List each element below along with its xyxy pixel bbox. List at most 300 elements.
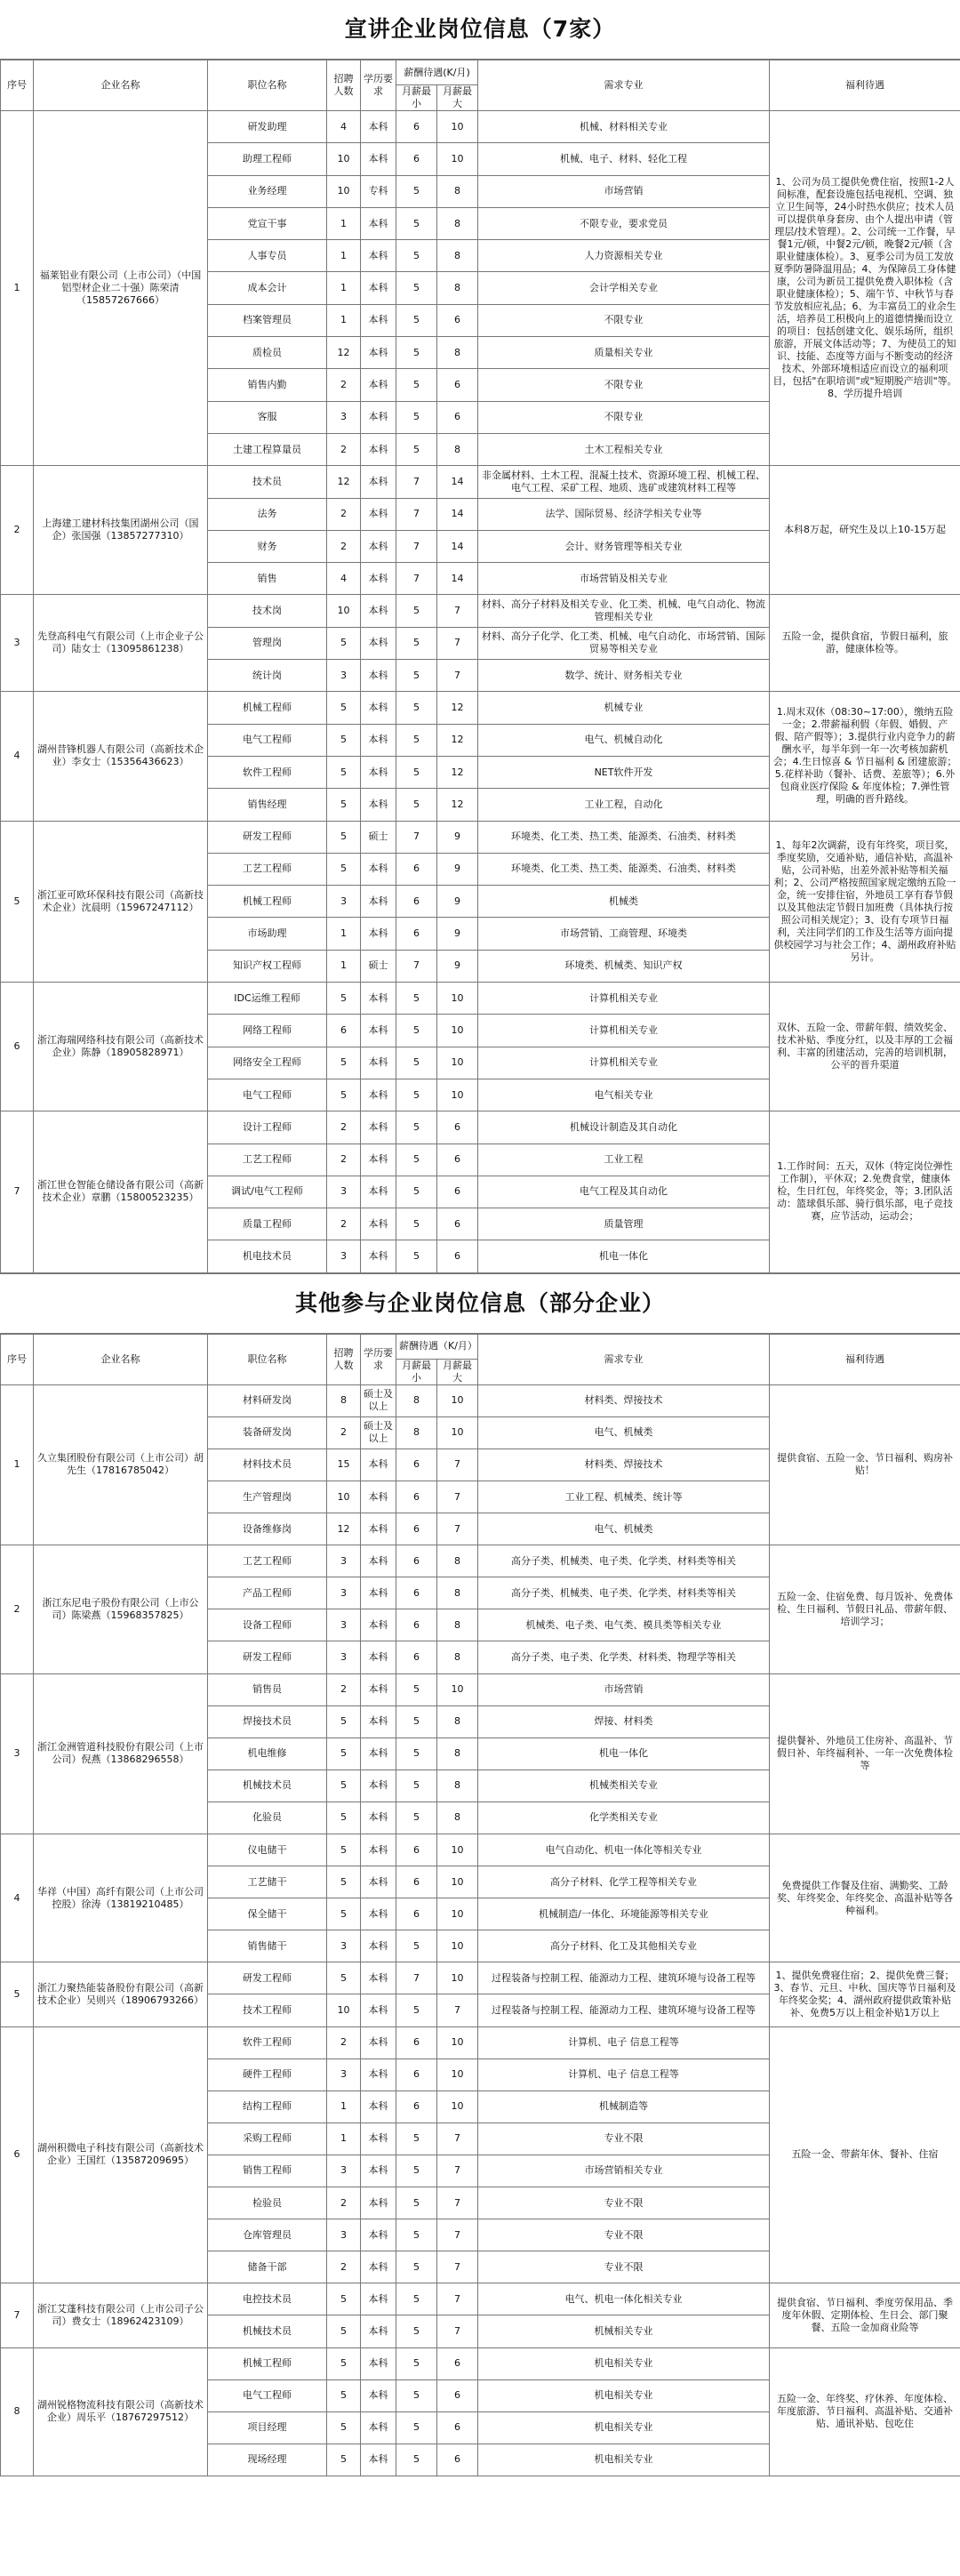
position-name: 销售 [208, 563, 327, 595]
header-count: 招聘人数 [327, 60, 361, 111]
education-requirement: 本科 [361, 1673, 396, 1705]
education-requirement: 本科 [361, 1834, 396, 1866]
salary-min: 7 [396, 498, 437, 530]
table-row [1, 1111, 960, 1144]
hire-count: 12 [327, 337, 361, 369]
salary-max: 7 [437, 2315, 478, 2347]
position-name: 仪电储干 [208, 1834, 327, 1866]
salary-max: 8 [437, 1641, 478, 1673]
education-requirement: 本科 [361, 2251, 396, 2283]
education-requirement: 本科 [361, 2058, 396, 2090]
required-major: 非金属材料、土木工程、混凝土技术、资源环境工程、机械工程、电气工程、采矿工程、地质、选矿或建筑材料工程等 [478, 466, 770, 498]
salary-min: 5 [396, 2411, 437, 2444]
salary-min: 8 [396, 1384, 437, 1416]
position-name: 销售内勤 [208, 369, 327, 401]
position-name: 市场助理 [208, 918, 327, 950]
table-row [1, 1545, 960, 1577]
welfare-benefits: 五险一金、带薪年休、餐补、住宿 [770, 2026, 960, 2283]
hire-count: 10 [327, 1994, 361, 2026]
section2-title: 其他参与企业岗位信息（部分企业） [0, 1273, 960, 1334]
company-name: 华祥（中国）高纤有限公司（上市公司控股）徐涛（13819210485） [34, 1834, 208, 1962]
salary-max: 8 [437, 175, 478, 207]
education-requirement: 本科 [361, 304, 396, 336]
education-requirement: 本科 [361, 1047, 396, 1079]
education-requirement: 本科 [361, 401, 396, 433]
hire-count: 2 [327, 2251, 361, 2283]
education-requirement: 本科 [361, 1737, 396, 1769]
hire-count: 2 [327, 2026, 361, 2058]
table-row [1, 1834, 960, 1866]
required-major: 机电相关专业 [478, 2444, 770, 2476]
salary-min: 5 [396, 1208, 437, 1240]
salary-min: 6 [396, 1834, 437, 1866]
salary-max: 12 [437, 724, 478, 756]
salary-max: 7 [437, 2219, 478, 2251]
education-requirement: 硕士 [361, 950, 396, 982]
hire-count: 1 [327, 2123, 361, 2155]
position-name: 成本会计 [208, 272, 327, 304]
row-number: 5 [1, 821, 34, 982]
row-number: 1 [1, 111, 34, 466]
salary-min: 5 [396, 1802, 437, 1834]
required-major: 环境类、机械类、知识产权 [478, 950, 770, 982]
position-name: 人事专员 [208, 240, 327, 272]
required-major: 专业不限 [478, 2123, 770, 2155]
position-name: 设计工程师 [208, 1111, 327, 1144]
header-salary-max: 月薪最大 [437, 85, 478, 111]
required-major: 电气工程及其自动化 [478, 1176, 770, 1208]
education-requirement: 本科 [361, 2315, 396, 2347]
hire-count: 2 [327, 1144, 361, 1176]
hire-count: 2 [327, 433, 361, 465]
required-major: 机电相关专业 [478, 2411, 770, 2444]
education-requirement: 本科 [361, 2090, 396, 2123]
table-row [1, 466, 960, 498]
hire-count: 3 [327, 401, 361, 433]
salary-min: 6 [396, 1898, 437, 1930]
hire-count: 3 [327, 1577, 361, 1609]
welfare-benefits: 1、提供免费寝住宿；2、提供免费三餐；3、春节、元旦、中秋、国庆等节日福利及年终奖金奖；4、湖州政府提供政策补贴补、免费5万以上租金补贴1万以上 [770, 1962, 960, 2026]
salary-max: 6 [437, 1144, 478, 1176]
position-name: 现场经理 [208, 2444, 327, 2476]
position-name: 网络安全工程师 [208, 1047, 327, 1079]
salary-max: 9 [437, 853, 478, 885]
required-major: 计算机相关专业 [478, 1047, 770, 1079]
salary-max: 6 [437, 2379, 478, 2411]
salary-min: 6 [396, 1609, 437, 1641]
salary-min: 5 [396, 789, 437, 821]
required-major: 工业工程 [478, 1144, 770, 1176]
salary-min: 5 [396, 1079, 437, 1111]
hire-count: 3 [327, 1609, 361, 1641]
required-major: 不限专业，要求党员 [478, 207, 770, 239]
salary-min: 5 [396, 272, 437, 304]
hire-count: 8 [327, 1384, 361, 1416]
required-major: 环境类、化工类、热工类、能源类、石油类、材料类 [478, 821, 770, 853]
salary-max: 7 [437, 2187, 478, 2219]
salary-max: 8 [437, 1577, 478, 1609]
education-requirement: 本科 [361, 595, 396, 627]
education-requirement: 本科 [361, 466, 396, 498]
required-major: 高分子类、机械类、电子类、化学类、材料类等相关 [478, 1577, 770, 1609]
required-major: 市场营销及相关专业 [478, 563, 770, 595]
salary-min: 5 [396, 175, 437, 207]
education-requirement: 本科 [361, 660, 396, 692]
education-requirement: 本科 [361, 1577, 396, 1609]
position-name: 土建工程算量员 [208, 433, 327, 465]
salary-min: 7 [396, 563, 437, 595]
company-name: 浙江世仓智能仓储设备有限公司（高新技术企业）章鹏（15800523235） [34, 1111, 208, 1272]
header-company: 企业名称 [34, 60, 208, 111]
education-requirement: 本科 [361, 1994, 396, 2026]
position-name: 技术岗 [208, 595, 327, 627]
required-major: 机电相关专业 [478, 2347, 770, 2379]
salary-min: 5 [396, 2379, 437, 2411]
salary-min: 6 [396, 853, 437, 885]
salary-max: 10 [437, 983, 478, 1015]
hire-count: 5 [327, 2347, 361, 2379]
company-name: 湖州锐格物流科技有限公司（高新技术企业）周乐平（18767297512） [34, 2347, 208, 2476]
salary-min: 5 [396, 1047, 437, 1079]
salary-min: 5 [396, 304, 437, 336]
position-name: 销售员 [208, 1673, 327, 1705]
position-name: 助理工程师 [208, 143, 327, 175]
salary-max: 12 [437, 692, 478, 724]
section2-table [0, 1334, 960, 2476]
hire-count: 10 [327, 1481, 361, 1513]
position-name: 项目经理 [208, 2411, 327, 2444]
section2-header [1, 1334, 960, 1384]
header-position: 职位名称 [208, 60, 327, 111]
position-name: 法务 [208, 498, 327, 530]
position-name: 电气工程师 [208, 724, 327, 756]
salary-min: 6 [396, 2058, 437, 2090]
hire-count: 5 [327, 692, 361, 724]
salary-max: 7 [437, 1513, 478, 1545]
salary-min: 5 [396, 337, 437, 369]
position-name: 调试/电气工程师 [208, 1176, 327, 1208]
education-requirement: 硕士 [361, 821, 396, 853]
table-row [1, 595, 960, 627]
required-major: 环境类、化工类、热工类、能源类、石油类、材料类 [478, 853, 770, 885]
table-row [1, 1673, 960, 1705]
salary-max: 9 [437, 886, 478, 918]
hire-count: 2 [327, 1208, 361, 1240]
salary-max: 10 [437, 1384, 478, 1416]
position-name: 设备维修岗 [208, 1513, 327, 1545]
hire-count: 5 [327, 789, 361, 821]
salary-min: 5 [396, 369, 437, 401]
header-edu: 学历要求 [361, 60, 396, 111]
required-major: 不限专业 [478, 304, 770, 336]
table-row [1, 111, 960, 143]
education-requirement: 本科 [361, 1111, 396, 1144]
position-name: 研发助理 [208, 111, 327, 143]
position-name: 客服 [208, 401, 327, 433]
required-major: 计算机相关专业 [478, 1015, 770, 1047]
salary-min: 5 [396, 2219, 437, 2251]
required-major: 高分子类、机械类、电子类、化学类、材料类等相关 [478, 1545, 770, 1577]
table-row [1, 821, 960, 853]
position-name: 销售储干 [208, 1930, 327, 1962]
row-number: 1 [1, 1384, 34, 1545]
salary-min: 6 [396, 2026, 437, 2058]
salary-max: 10 [437, 1079, 478, 1111]
salary-max: 14 [437, 466, 478, 498]
salary-max: 7 [437, 660, 478, 692]
education-requirement: 本科 [361, 1545, 396, 1577]
salary-min: 5 [396, 207, 437, 239]
position-name: 统计岗 [208, 660, 327, 692]
position-name: 电气工程师 [208, 1079, 327, 1111]
required-major: 专业不限 [478, 2251, 770, 2283]
education-requirement: 本科 [361, 143, 396, 175]
hire-count: 5 [327, 1834, 361, 1866]
row-number: 2 [1, 1545, 34, 1673]
welfare-benefits: 1、每年2次调薪，设有年终奖，项目奖，季度奖励，交通补贴，通信补贴，高温补贴，公司补贴，出差外派补贴等相关福利；2、公司严格按照国家规定缴纳五险一金，统一安排住宿，外地员工享有春节假以及其他法定节假日加班费（具体执行按照公司相关规定）；3、设有专项节日福利，关注同学们的工作及生活等方面向提供校园学习与社会工作；4、湖州政府补贴另计。 [770, 821, 960, 982]
hire-count: 2 [327, 369, 361, 401]
salary-max: 7 [437, 1481, 478, 1513]
welfare-benefits: 五险一金、住宿免费、每月饭补、免费体检、生日福利、节假日礼品、带薪年假、培训学习； [770, 1545, 960, 1673]
required-major: 电气、机械自动化 [478, 724, 770, 756]
salary-min: 8 [396, 1416, 437, 1448]
section1-body [1, 111, 960, 1273]
row-number: 2 [1, 466, 34, 595]
header-no: 序号 [1, 1334, 34, 1384]
salary-min: 6 [396, 886, 437, 918]
salary-max: 6 [437, 2411, 478, 2444]
required-major: 化学类相关专业 [478, 1802, 770, 1834]
hire-count: 5 [327, 1737, 361, 1769]
salary-max: 14 [437, 563, 478, 595]
salary-max: 7 [437, 1448, 478, 1481]
salary-max: 10 [437, 143, 478, 175]
table-row [1, 2347, 960, 2379]
salary-min: 5 [396, 1769, 437, 1802]
welfare-benefits: 1.周末双休（08:30~17:00），缴纳五险一金；2.带薪福利假（年假、婚假、产假、陪产假等）；3.提供行业内竞争力的薪酬水平，每半年到一年一次考核加薪机会；4.生日惊喜 & 节日福利 & 团建旅游；5.花样补助（餐补、话费、差旅等）；6.外包商业医疗保险 & 年度体检；7.弹性管理，明确的晋升路线。 [770, 692, 960, 821]
hire-count: 5 [327, 627, 361, 659]
salary-min: 6 [396, 1545, 437, 1577]
salary-min: 5 [396, 433, 437, 465]
position-name: 检验员 [208, 2187, 327, 2219]
salary-min: 6 [396, 1513, 437, 1545]
salary-min: 5 [396, 595, 437, 627]
required-major: 高分子类、电子类、化学类、材料类、物理学等相关 [478, 1641, 770, 1673]
position-name: 工艺工程师 [208, 1545, 327, 1577]
position-name: 研发工程师 [208, 1641, 327, 1673]
education-requirement: 本科 [361, 111, 396, 143]
education-requirement: 本科 [361, 1898, 396, 1930]
required-major: 机械类相关专业 [478, 1769, 770, 1802]
salary-max: 7 [437, 2155, 478, 2187]
education-requirement: 本科 [361, 1705, 396, 1737]
salary-max: 10 [437, 1673, 478, 1705]
hire-count: 15 [327, 1448, 361, 1481]
position-name: 生产管理岗 [208, 1481, 327, 1513]
required-major: 高分子材料、化学工程等相关专业 [478, 1866, 770, 1898]
hire-count: 5 [327, 2379, 361, 2411]
required-major: 机械、电子、材料、轻化工程 [478, 143, 770, 175]
education-requirement: 本科 [361, 2026, 396, 2058]
education-requirement: 本科 [361, 1079, 396, 1111]
position-name: 机电维修 [208, 1737, 327, 1769]
required-major: 高分子材料、化工及其他相关专业 [478, 1930, 770, 1962]
hire-count: 5 [327, 1802, 361, 1834]
header-welfare: 福利待遇 [770, 1334, 960, 1384]
required-major: 机械相关专业 [478, 2315, 770, 2347]
header-salary-min: 月薪最小 [396, 85, 437, 111]
table-row [1, 1962, 960, 1994]
hire-count: 5 [327, 821, 361, 853]
salary-max: 9 [437, 950, 478, 982]
salary-max: 6 [437, 1176, 478, 1208]
welfare-benefits: 五险一金，提供食宿，节假日福利，旅游，健康体检等。 [770, 595, 960, 692]
required-major: 机电一体化 [478, 1737, 770, 1769]
position-name: IDC运维工程师 [208, 983, 327, 1015]
hire-count: 5 [327, 756, 361, 788]
salary-max: 7 [437, 627, 478, 659]
position-name: 销售工程师 [208, 2155, 327, 2187]
section1-title: 宣讲企业岗位信息（7家） [0, 0, 960, 60]
position-name: 机电技术员 [208, 1240, 327, 1272]
hire-count: 12 [327, 466, 361, 498]
position-name: 硬件工程师 [208, 2058, 327, 2090]
salary-max: 10 [437, 1898, 478, 1930]
position-name: 保全储干 [208, 1898, 327, 1930]
required-major: 不限专业 [478, 369, 770, 401]
hire-count: 2 [327, 530, 361, 562]
table-row [1, 2283, 960, 2315]
salary-min: 5 [396, 1705, 437, 1737]
salary-max: 10 [437, 1416, 478, 1448]
required-major: 材料、高分子化学、化工类、机械、电气自动化、市场营销、国际贸易等相关专业 [478, 627, 770, 659]
position-name: 质量工程师 [208, 1208, 327, 1240]
required-major: 电气、机械类 [478, 1416, 770, 1448]
salary-min: 5 [396, 2347, 437, 2379]
salary-max: 6 [437, 1208, 478, 1240]
salary-max: 6 [437, 1240, 478, 1272]
hire-count: 3 [327, 2155, 361, 2187]
education-requirement: 本科 [361, 272, 396, 304]
header-no: 序号 [1, 60, 34, 111]
education-requirement: 本科 [361, 724, 396, 756]
education-requirement: 本科 [361, 2411, 396, 2444]
header-salary: 薪酬待遇（K/月） [396, 1334, 478, 1359]
hire-count: 4 [327, 111, 361, 143]
hire-count: 5 [327, 1047, 361, 1079]
table-row [1, 1384, 960, 1416]
row-number: 8 [1, 2347, 34, 2476]
hire-count: 1 [327, 207, 361, 239]
education-requirement: 本科 [361, 918, 396, 950]
required-major: 机械制造等 [478, 2090, 770, 2123]
salary-min: 5 [396, 692, 437, 724]
required-major: 计算机、电子 信息工程等 [478, 2058, 770, 2090]
salary-max: 12 [437, 789, 478, 821]
hire-count: 5 [327, 2444, 361, 2476]
salary-min: 5 [396, 1176, 437, 1208]
education-requirement: 本科 [361, 498, 396, 530]
header-welfare: 福利待遇 [770, 60, 960, 111]
education-requirement: 本科 [361, 1802, 396, 1834]
hire-count: 5 [327, 1866, 361, 1898]
hire-count: 4 [327, 563, 361, 595]
welfare-benefits: 1.工作时间：五天，双休（特定岗位弹性工作制），平休双；2.免费食堂，健康体检，生日红包，年终奖金，等；3.团队活动：篮球俱乐部、骑行俱乐部，电子竞技赛，应节活动，运动会； [770, 1111, 960, 1272]
salary-max: 10 [437, 1866, 478, 1898]
welfare-benefits: 免费提供工作餐及住宿、满勤奖、工龄奖、年终奖金、年终奖金、高温补贴等各种福利。 [770, 1834, 960, 1962]
salary-max: 10 [437, 2090, 478, 2123]
salary-min: 5 [396, 1240, 437, 1272]
salary-min: 6 [396, 111, 437, 143]
salary-min: 6 [396, 918, 437, 950]
required-major: 专业不限 [478, 2187, 770, 2219]
required-major: 材料类、焊接技术 [478, 1448, 770, 1481]
required-major: NET软件开发 [478, 756, 770, 788]
hire-count: 3 [327, 1176, 361, 1208]
hire-count: 1 [327, 240, 361, 272]
required-major: 会计、财务管理等相关专业 [478, 530, 770, 562]
education-requirement: 本科 [361, 1176, 396, 1208]
salary-min: 5 [396, 1994, 437, 2026]
company-name: 浙江海瑞网络科技有限公司（高新技术企业）陈静（18905828971） [34, 983, 208, 1111]
salary-min: 5 [396, 1015, 437, 1047]
table-row [1, 2026, 960, 2058]
hire-count: 5 [327, 2315, 361, 2347]
position-name: 仓库管理员 [208, 2219, 327, 2251]
required-major: 过程装备与控制工程、能源动力工程、建筑环境与设备工程等 [478, 1994, 770, 2026]
education-requirement: 硕士及以上 [361, 1416, 396, 1448]
salary-max: 6 [437, 304, 478, 336]
education-requirement: 本科 [361, 1448, 396, 1481]
header-salary: 薪酬待遇(K/月) [396, 60, 478, 85]
salary-min: 5 [396, 1144, 437, 1176]
position-name: 网络工程师 [208, 1015, 327, 1047]
welfare-benefits: 提供餐补、外地员工住房补、高温补、节假日补、年终福利补、一年一次免费体检等 [770, 1673, 960, 1834]
education-requirement: 本科 [361, 1930, 396, 1962]
required-major: 电气相关专业 [478, 1079, 770, 1111]
position-name: 业务经理 [208, 175, 327, 207]
company-name: 浙江金洲管道科技股份有限公司（上市公司）倪燕（13868296558） [34, 1673, 208, 1834]
salary-max: 7 [437, 595, 478, 627]
salary-max: 6 [437, 401, 478, 433]
salary-min: 7 [396, 950, 437, 982]
salary-min: 5 [396, 2315, 437, 2347]
salary-min: 6 [396, 1866, 437, 1898]
salary-min: 6 [396, 143, 437, 175]
hire-count: 5 [327, 1769, 361, 1802]
company-name: 湖州昔锋机器人有限公司（高新技术企业）李女士（15356436623） [34, 692, 208, 821]
salary-max: 14 [437, 530, 478, 562]
education-requirement: 本科 [361, 2187, 396, 2219]
required-major: 计算机、电子 信息工程等 [478, 2026, 770, 2058]
salary-min: 5 [396, 240, 437, 272]
required-major: 过程装备与控制工程、能源动力工程、建筑环境与设备工程等 [478, 1962, 770, 1994]
hire-count: 3 [327, 1641, 361, 1673]
salary-max: 8 [437, 433, 478, 465]
salary-min: 5 [396, 2444, 437, 2476]
header-count: 招聘人数 [327, 1334, 361, 1384]
hire-count: 12 [327, 1513, 361, 1545]
salary-max: 14 [437, 498, 478, 530]
education-requirement: 本科 [361, 853, 396, 885]
header-edu: 学历要求 [361, 1334, 396, 1384]
header-salary-max: 月薪最大 [437, 1359, 478, 1384]
education-requirement: 本科 [361, 207, 396, 239]
required-major: 会计学相关专业 [478, 272, 770, 304]
required-major: 工业工程，自动化 [478, 789, 770, 821]
salary-max: 6 [437, 369, 478, 401]
company-name: 湖州积微电子科技有限公司（高新技术企业）王国红（13587209695） [34, 2026, 208, 2283]
